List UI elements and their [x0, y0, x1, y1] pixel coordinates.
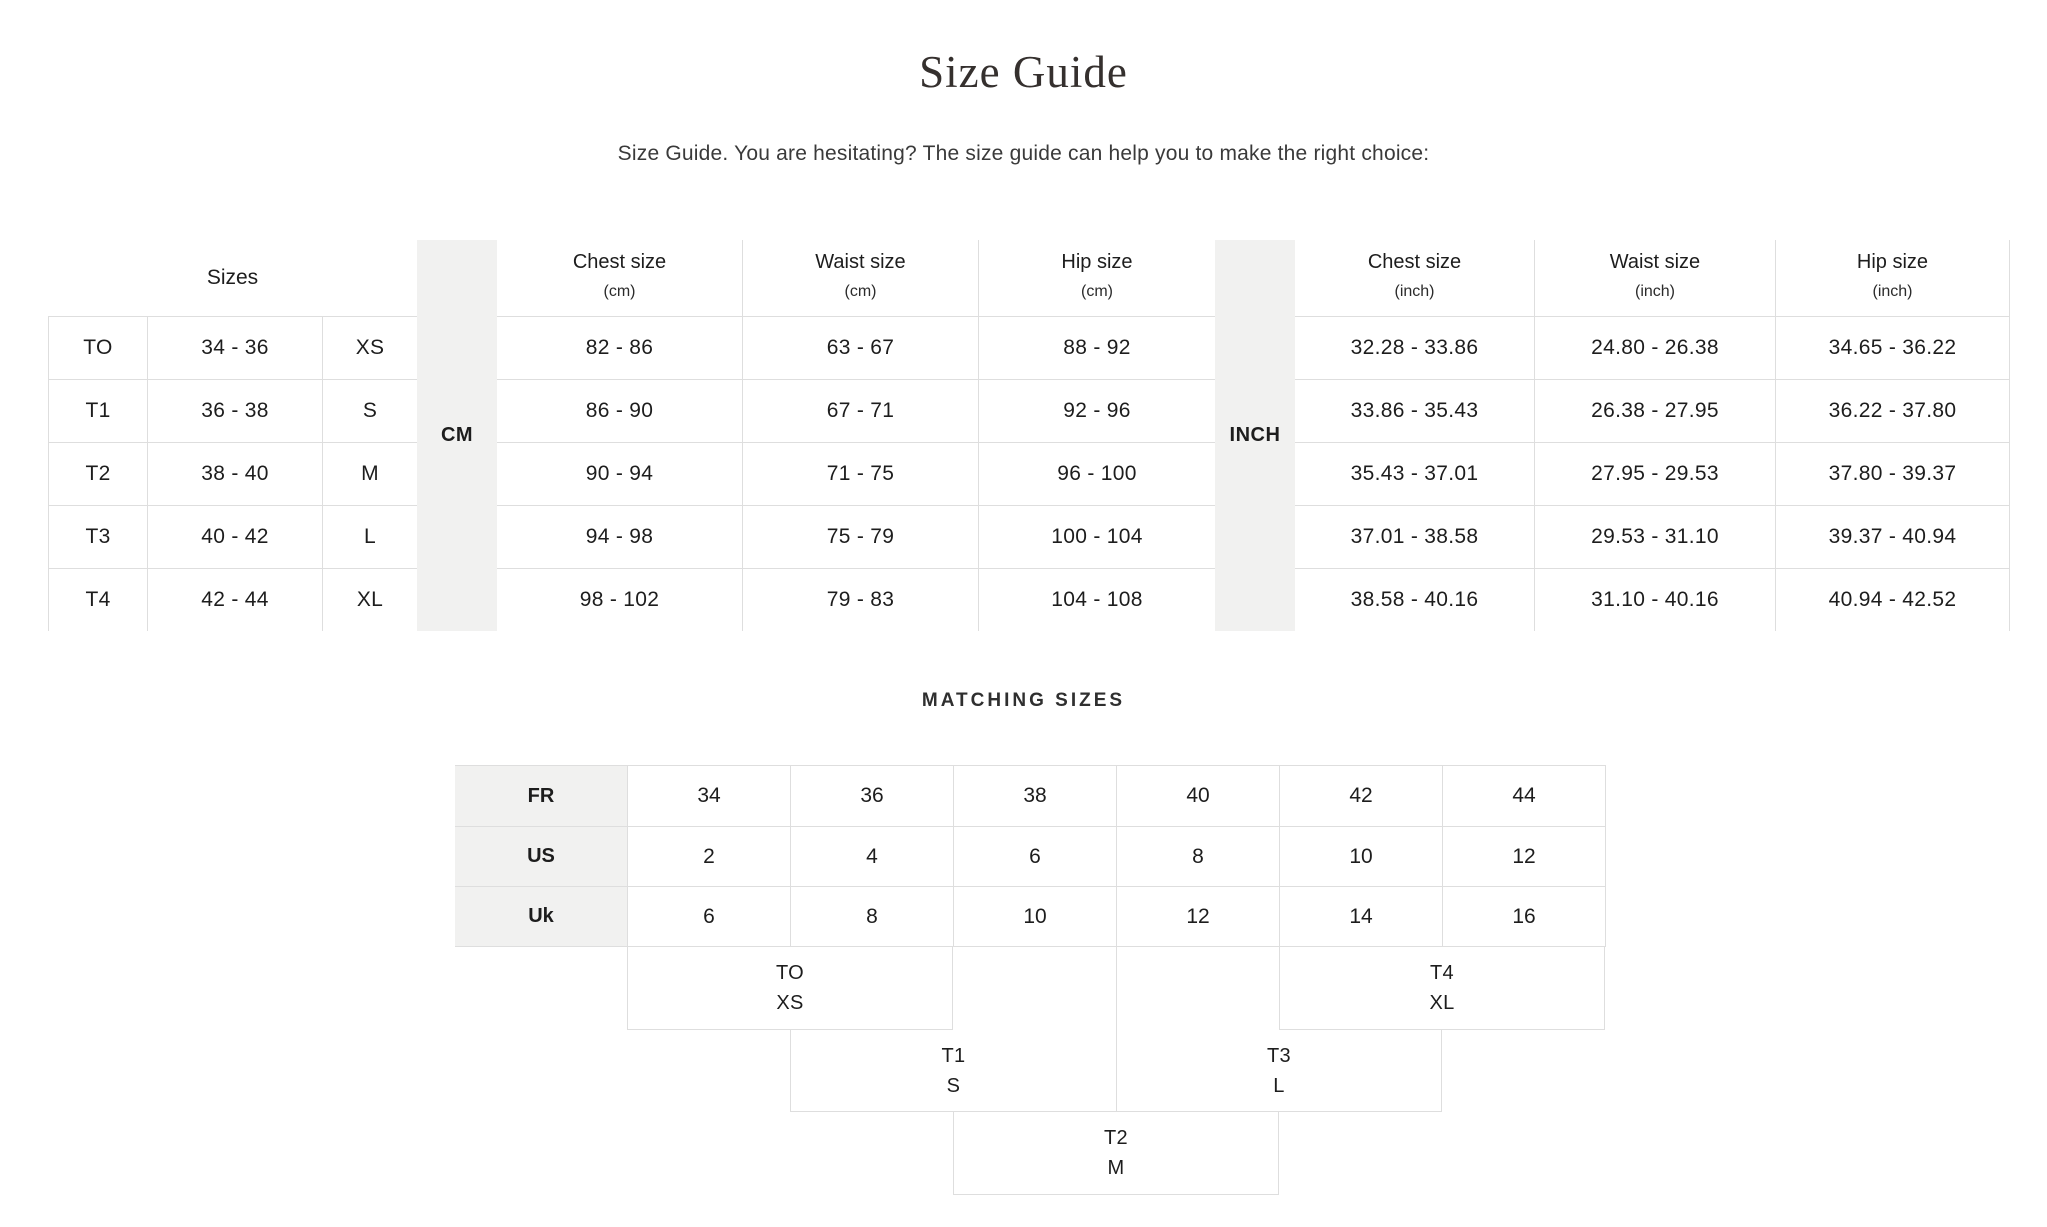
bracket-code: T4	[1430, 962, 1454, 984]
table-cell: 24.80 - 26.38	[1534, 316, 1775, 379]
bracket-box-to-xs	[627, 947, 953, 1030]
row-label-us: US	[455, 826, 627, 886]
table-cell: 36.22 - 37.80	[1775, 379, 2010, 442]
inch-unit-band: INCH	[1215, 240, 1295, 631]
table-cell: 42 - 44	[147, 568, 322, 631]
column-header-label: Chest size	[572, 251, 667, 273]
table-cell: 40.94 - 42.52	[1775, 568, 2010, 631]
table-cell: 38.58 - 40.16	[1295, 568, 1534, 631]
column-header-unit: (inch)	[1634, 283, 1675, 300]
table-cell: 71 - 75	[742, 442, 978, 505]
bracket-code: T1	[941, 1044, 966, 1067]
column-header-label: Hip size	[1856, 251, 1929, 273]
table-cell: 67 - 71	[742, 379, 978, 442]
table-cell: 104 - 108	[978, 568, 1215, 631]
table-cell: S	[322, 379, 417, 442]
bracket-code: TO	[775, 962, 804, 984]
table-cell: 14	[1279, 886, 1442, 946]
table-cell: 39.37 - 40.94	[1775, 505, 2010, 568]
table-cell: 2	[627, 826, 790, 886]
column-header-waist-cm	[742, 240, 978, 316]
table-cell: 75 - 79	[742, 505, 978, 568]
table-cell: 26.38 - 27.95	[1534, 379, 1775, 442]
table-cell: 8	[1116, 826, 1279, 886]
page-title: Size Guide	[919, 47, 1128, 97]
column-header-label: Chest size	[1367, 251, 1462, 273]
table-cell: TO	[48, 316, 147, 379]
column-header-unit: (cm)	[844, 283, 877, 300]
table-cell: T1	[48, 379, 147, 442]
cm-unit-band: CM	[417, 240, 497, 631]
table-cell: 96 - 100	[978, 442, 1215, 505]
table-cell: 100 - 104	[978, 505, 1215, 568]
table-cell: 37.80 - 39.37	[1775, 442, 2010, 505]
table-cell: 86 - 90	[497, 379, 742, 442]
column-header-label: Hip size	[1061, 251, 1133, 273]
table-cell: 31.10 - 40.16	[1534, 568, 1775, 631]
bracket-box-t1-s	[790, 1030, 1116, 1112]
table-cell: 10	[1279, 826, 1442, 886]
table-cell: 33.86 - 35.43	[1295, 379, 1534, 442]
bracket-letter: L	[1273, 1074, 1285, 1097]
table-cell: 98 - 102	[497, 568, 742, 631]
column-header-chest-inch	[1295, 240, 1534, 316]
table-cell: L	[322, 505, 417, 568]
bracket-box-t4-xl	[1279, 947, 1605, 1030]
column-header-unit: (cm)	[1081, 283, 1113, 300]
table-cell: 8	[790, 886, 953, 946]
column-header-unit: (inch)	[1872, 283, 1913, 300]
bracket-box-t2-m	[953, 1112, 1279, 1195]
table-cell: XL	[322, 568, 417, 631]
table-cell: 36	[790, 766, 953, 826]
table-cell: 42	[1279, 766, 1442, 826]
table-cell: T2	[48, 442, 147, 505]
table-cell: M	[322, 442, 417, 505]
sizes-column-group-header: Sizes	[206, 266, 259, 289]
table-cell: 34.65 - 36.22	[1775, 316, 2010, 379]
table-cell: 34	[627, 766, 790, 826]
table-cell: 40 - 42	[147, 505, 322, 568]
matching-sizes-table	[455, 765, 1606, 947]
table-cell: 88 - 92	[978, 316, 1215, 379]
row-label-fr: FR	[455, 766, 627, 826]
table-cell: 63 - 67	[742, 316, 978, 379]
table-cell: 29.53 - 31.10	[1534, 505, 1775, 568]
bracket-letter: XS	[776, 992, 804, 1014]
table-cell: XS	[322, 316, 417, 379]
bracket-box-t3-l	[1116, 1030, 1442, 1112]
table-cell: 32.28 - 33.86	[1295, 316, 1534, 379]
column-header-waist-inch	[1534, 240, 1775, 316]
table-cell: 94 - 98	[497, 505, 742, 568]
column-header-hip-inch	[1775, 240, 2010, 316]
table-cell: 27.95 - 29.53	[1534, 442, 1775, 505]
table-cell: 44	[1442, 766, 1605, 826]
table-cell: 82 - 86	[497, 316, 742, 379]
table-cell: 92 - 96	[978, 379, 1215, 442]
table-cell: 35.43 - 37.01	[1295, 442, 1534, 505]
column-header-hip-cm	[978, 240, 1215, 316]
table-cell: 40	[1116, 766, 1279, 826]
measurement-table	[48, 240, 2010, 631]
table-cell: 90 - 94	[497, 442, 742, 505]
bracket-letter: M	[1107, 1157, 1125, 1179]
table-cell: 6	[627, 886, 790, 946]
page-subtitle: Size Guide. You are hesitating? The size guide can help you to make the right choice:	[617, 142, 1430, 165]
column-header-unit: (inch)	[1394, 283, 1435, 300]
table-cell: T4	[48, 568, 147, 631]
table-cell: 38	[953, 766, 1116, 826]
table-cell: 12	[1116, 886, 1279, 946]
column-header-unit: (cm)	[603, 283, 636, 300]
table-cell: 4	[790, 826, 953, 886]
bracket-letter: XL	[1429, 992, 1455, 1014]
table-cell: 10	[953, 886, 1116, 946]
table-cell: 79 - 83	[742, 568, 978, 631]
column-header-chest-cm	[497, 240, 742, 316]
table-cell: 38 - 40	[147, 442, 322, 505]
table-cell: 6	[953, 826, 1116, 886]
matching-sizes-heading: MATCHING SIZES	[921, 690, 1126, 711]
bracket-code: T3	[1267, 1044, 1291, 1067]
grid-connector-line	[1116, 947, 1117, 1030]
bracket-code: T2	[1104, 1127, 1128, 1149]
table-cell: 37.01 - 38.58	[1295, 505, 1534, 568]
table-cell: 36 - 38	[147, 379, 322, 442]
table-cell: T3	[48, 505, 147, 568]
table-cell: 16	[1442, 886, 1605, 946]
table-cell: 12	[1442, 826, 1605, 886]
bracket-letter: S	[946, 1074, 961, 1097]
table-cell: 34 - 36	[147, 316, 322, 379]
row-label-uk: Uk	[455, 886, 627, 946]
column-header-label: Waist size	[815, 251, 906, 273]
column-header-label: Waist size	[1609, 251, 1701, 273]
